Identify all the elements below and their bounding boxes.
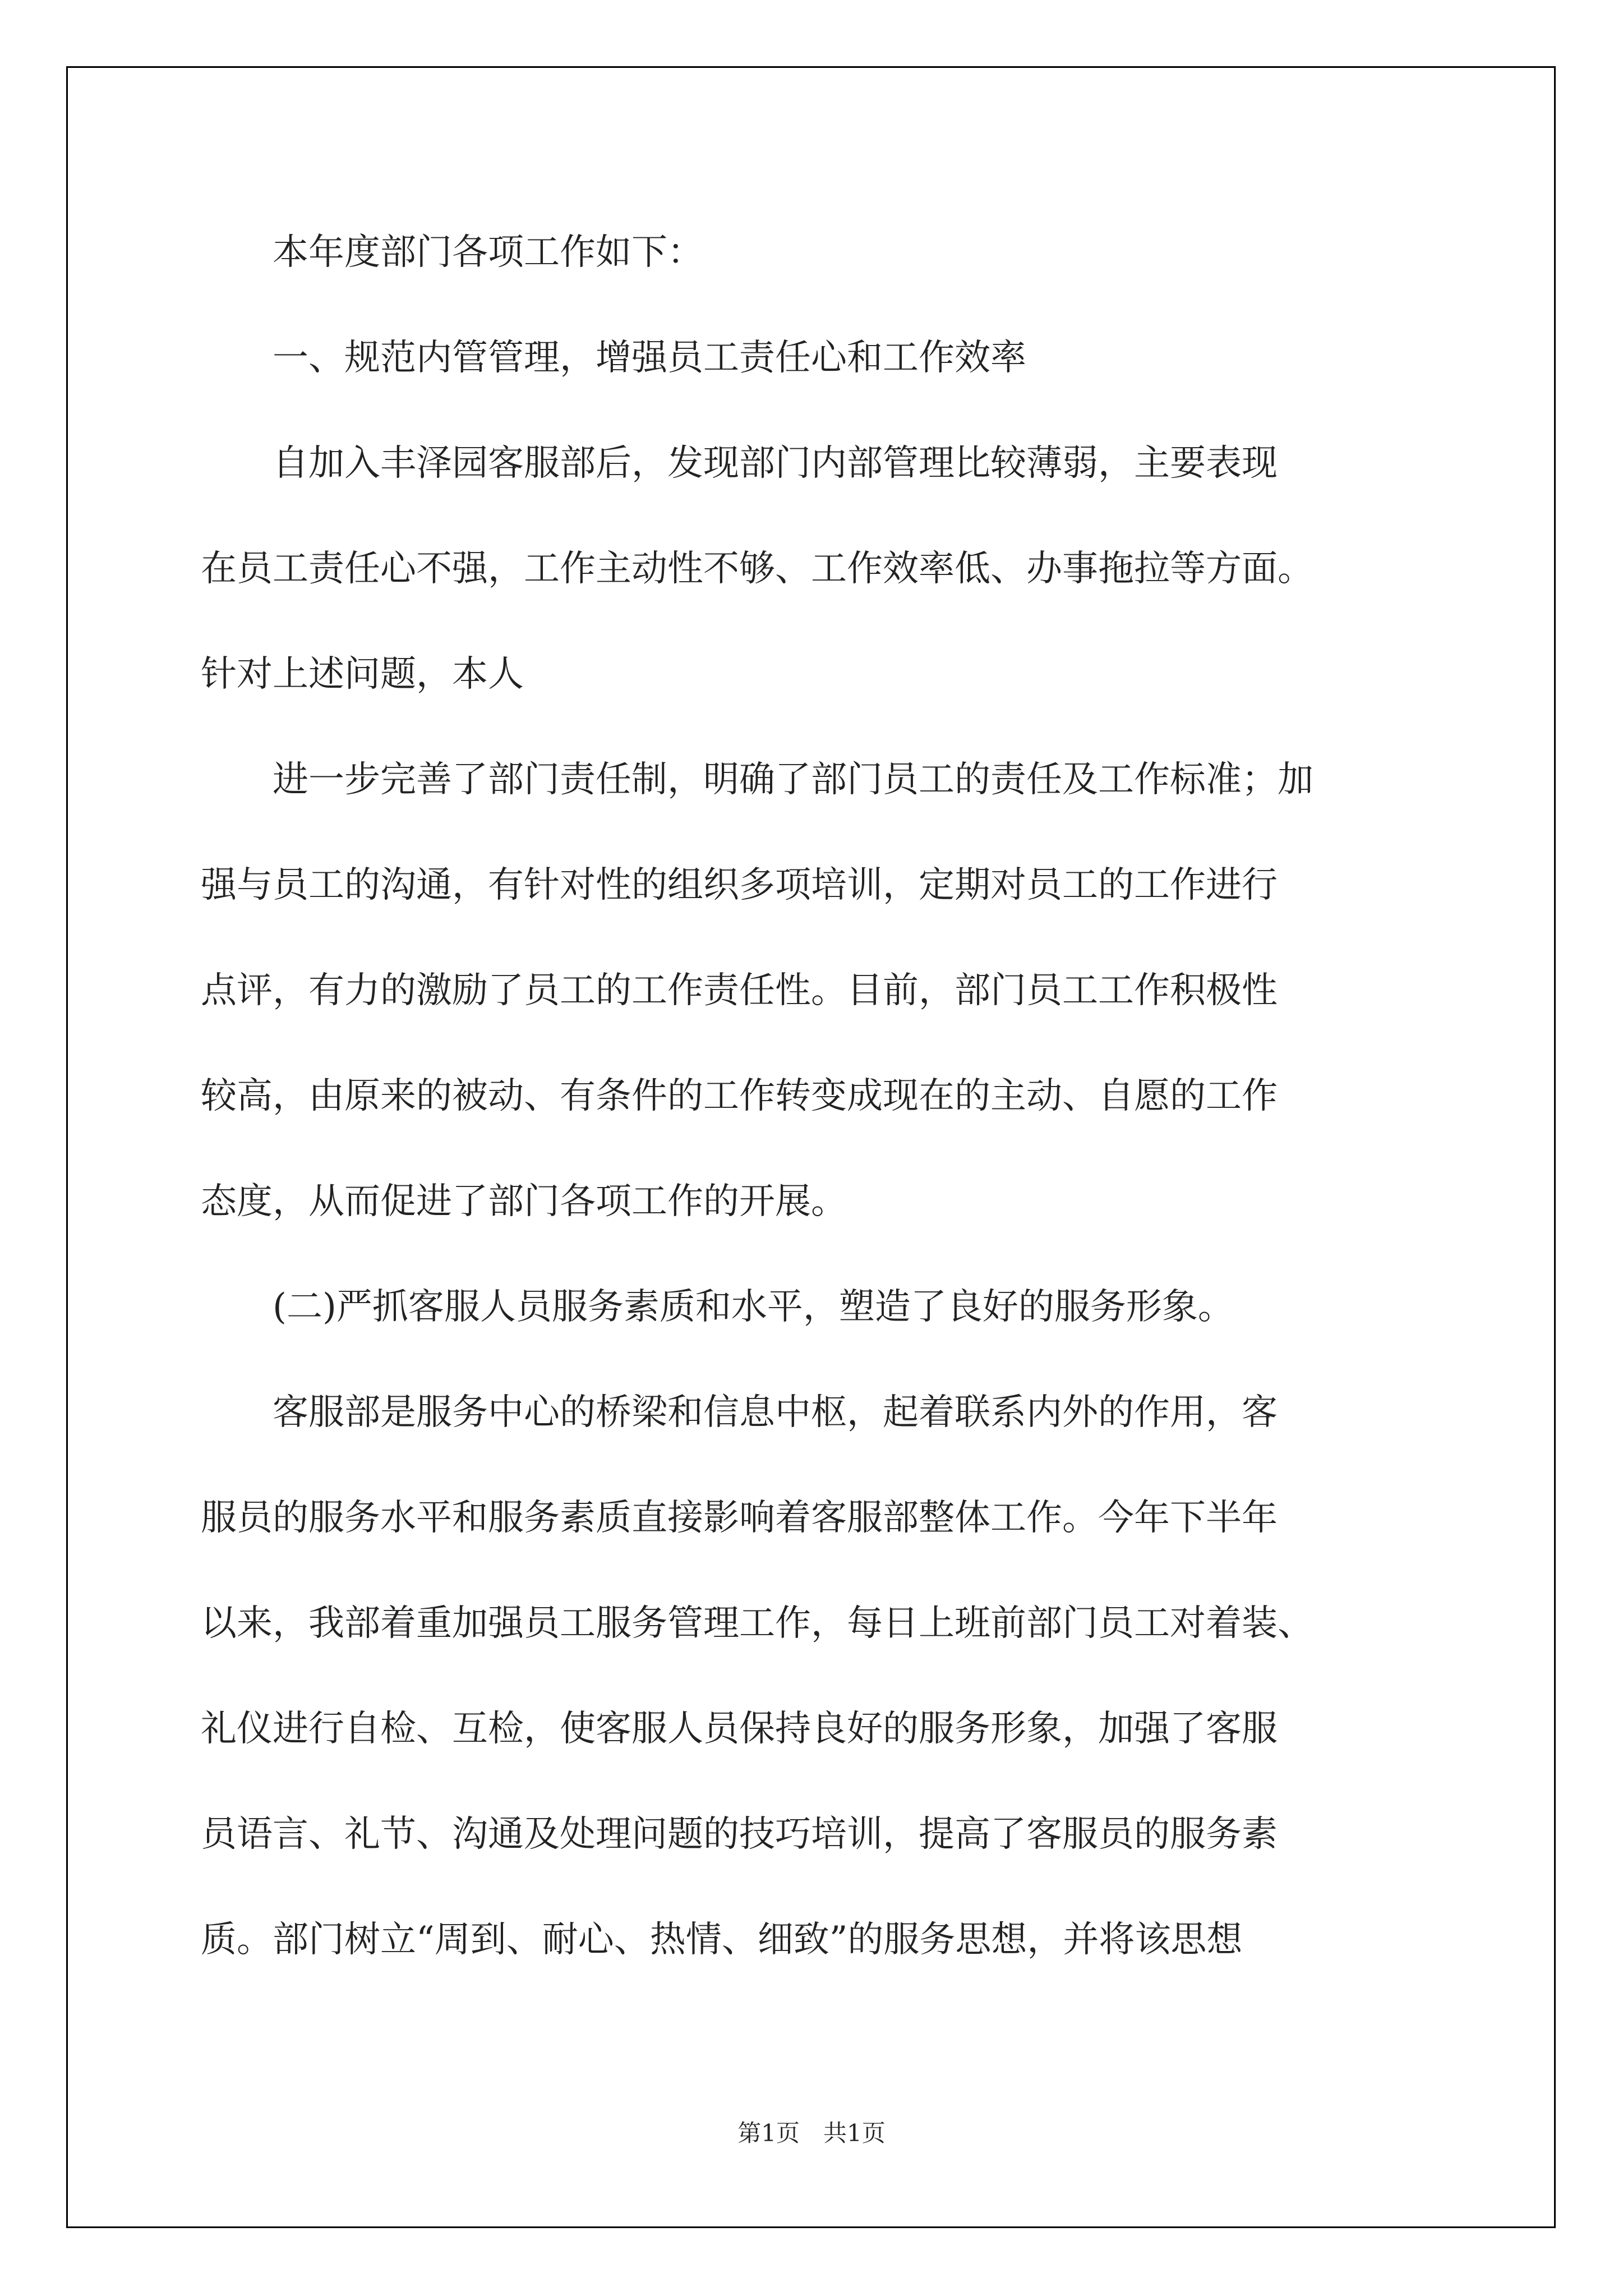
text-line: 以来，我部着重加强员工服务管理工作，每日上班前部门员工对着装、 (201, 1603, 1313, 1644)
text-line: 礼仪进行自检、互检，使客服人员保持良好的服务形象，加强了客服 (201, 1708, 1278, 1750)
text-line: 服员的服务水平和服务素质直接影响着客服部整体工作。今年下半年 (201, 1497, 1278, 1539)
text-line: 较高，由原来的被动、有条件的工作转变成现在的主动、自愿的工作 (201, 1075, 1278, 1117)
text-line: 强与员工的沟通，有针对性的组织多项培训，定期对员工的工作进行 (201, 864, 1278, 906)
text-line: 本年度部门各项工作如下： (201, 232, 703, 273)
text-line: 自加入丰泽园客服部后，发现部门内部管理比较薄弱，主要表现 (201, 443, 1278, 484)
text-line: 在员工责任心不强，工作主动性不够、工作效率低、办事拖拉等方面。 (201, 548, 1313, 590)
text-line: 客服部是服务中心的桥梁和信息中枢，起着联系内外的作用，客 (201, 1392, 1278, 1433)
text-line: 点评，有力的激励了员工的工作责任性。目前，部门员工工作积极性 (201, 970, 1278, 1011)
text-line: 质。部门树立“周到、耐心、热情、细致”的服务思想，并将该思想 (201, 1919, 1243, 1961)
text-line: 态度，从而促进了部门各项工作的开展。 (201, 1181, 847, 1222)
text-line: 进一步完善了部门责任制，明确了部门员工的责任及工作标准；加 (201, 759, 1313, 800)
text-line: 员语言、礼节、沟通及处理问题的技巧培训，提高了客服员的服务素 (201, 1814, 1278, 1855)
text-line: 针对上述问题，本人 (201, 654, 524, 695)
page-border (66, 66, 1556, 2228)
page-number-footer: 第1页 共1页 (737, 2119, 886, 2147)
text-line: 一、规范内管管理，增强员工责任心和工作效率 (201, 337, 1026, 379)
text-line: (二)严抓客服人员服务素质和水平，塑造了良好的服务形象。 (201, 1286, 1234, 1328)
